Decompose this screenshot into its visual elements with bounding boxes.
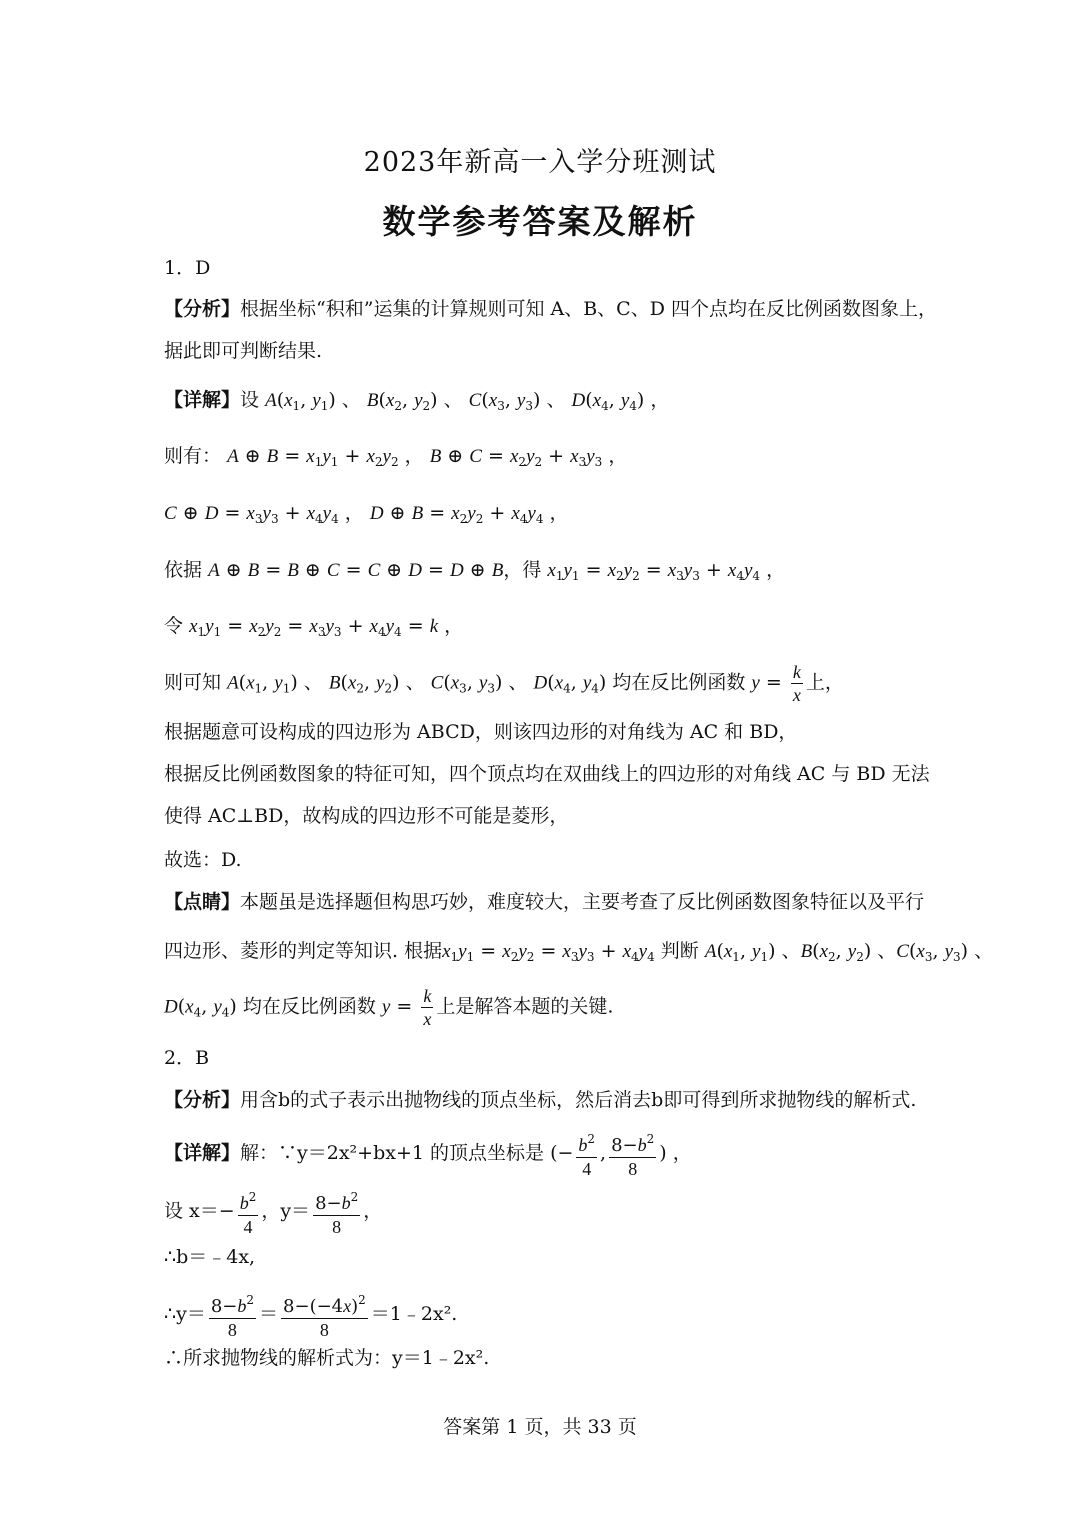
q1-answer: 1．D <box>164 257 211 279</box>
q1-detail-line: 【详解】设 $A(x_1$, $y_1$) 、 $B(x_2$, $y_2$) 、 $C(x_3$, $y_3$) 、 $D(x_4$, $y_4$) ， <box>164 389 670 413</box>
get-label: ，得 <box>503 559 542 581</box>
doc-subtitle: 数学参考答案及解析 <box>382 202 698 241</box>
q1-analysis-line1 <box>164 295 937 323</box>
q1-para-4: 故选：D. <box>164 849 242 871</box>
q2-detail-tag: 【详解】 <box>164 1142 241 1164</box>
q1-formula-5: 则可知 $A(x_1$, $y_1$) 、 $B(x_2$, $y_2$) 、 $C(x_3$, $y_3$) 、 $D(x_4$, $y_4$) 均在反比例函数 y = $\frac{k}{x}$ 上， <box>164 662 844 705</box>
know-label: 则可知 <box>164 671 222 694</box>
q2-set-line: 设 x＝− $\frac{b^2}{4}$ ，y＝ $\frac{8-b^2}{8}$ ， <box>164 1186 924 1238</box>
then-label: 则有： <box>164 445 222 467</box>
page-footer: 答案第 1 页，共 33 页 <box>443 1416 637 1438</box>
q1-formula-1: 则有： A ⊕ $B = x_1y_1 + x_2y_2$ ， B ⊕ $C = x_2y_2 + x_3y_3$ ， <box>164 445 628 469</box>
fraction-8-b2-over-8: $\frac{8-b^2}{8}$ <box>609 1128 656 1180</box>
q1-point-line1 <box>164 888 924 916</box>
q2-set-label: 设 x＝ <box>164 1200 219 1222</box>
q1-formula-4: 令 $x_1y_1 = x_2y_2 = x_3y_3 + x_4y_4 = k$ ， <box>164 615 464 639</box>
fraction-y-2: $\frac{8-(-4x)^2}{8}$ <box>281 1289 368 1341</box>
fraction-b2-over-4: $\frac{b^2}{4}$ <box>576 1128 597 1180</box>
q1-para-3: 使得 AC⊥BD，故构成的四边形不可能是菱形， <box>164 805 569 827</box>
point-text-3a: 均在反比例函数 <box>242 995 376 1018</box>
fraction-k-over-x-2: $\frac{k}{x}$ <box>423 986 432 1029</box>
q2-y-line: ∴y＝ $\frac{8-b^2}{8}$ ＝ $\frac{8-(-4x)^2}{8}$ ＝1﹣2x². <box>164 1289 924 1341</box>
fraction-set-y: $\frac{8-b^2}{8}$ <box>313 1186 360 1238</box>
q2-y-end: ＝1﹣2x². <box>370 1303 458 1325</box>
fraction-k-over-x: $\frac{k}{x}$ <box>792 662 801 705</box>
q2-analysis-line <box>164 1086 924 1114</box>
point-tag: 【点睛】 <box>164 891 241 913</box>
q2-y-pre: ∴y＝ <box>164 1303 206 1325</box>
q2-result: ∴所求抛物线的解析式为：y＝1﹣2x². <box>164 1347 490 1369</box>
detail-tag: 【详解】 <box>164 389 241 411</box>
analysis-text: 根据坐标“积和”运集的计算规则可知 A、B、C、D 四个点均在反比例函数图象上， <box>240 298 937 320</box>
q1-formula-2: C ⊕ $D = x_3y_3 + x_4y_4$ ， D ⊕ $B = x_2y_2 + x_4y_4$ ， <box>164 502 569 526</box>
q1-point-line2: 四边形、菱形的判定等知识. 根据$x_1y_1 = x_2y_2 = x_3y_3 + x_4y_4$ 判断 $A(x_1$, $y_1$) 、$B(x_2$, $y_2$) 、$C(x_3$, $y_3$) 、 <box>164 940 994 964</box>
fraction-set-x: $\frac{b^2}{4}$ <box>238 1186 259 1238</box>
fraction-y-1: $\frac{8-b^2}{8}$ <box>209 1289 256 1341</box>
q1-para-1: 根据题意可设构成的四边形为 ABCD，则该四边形的对角线为 AC 和 BD， <box>164 721 798 743</box>
q2-y-eq-label: ，y＝ <box>261 1200 311 1222</box>
point-text-3b: 上是解答本题的关键. <box>436 995 614 1018</box>
on-func-label: 均在反比例函数 <box>612 671 746 694</box>
q2-b-line: ∴b＝﹣4x, <box>164 1246 256 1268</box>
q2-detail-line: 【详解】解：∵y＝2x²+bx+1 的顶点坐标是 (− $\frac{b^2}{4}$ , $\frac{8-b^2}{8}$ ) ， <box>164 1128 924 1180</box>
q1-formula-3: 依据 A ⊕ B = B ⊕ C = C ⊕ D = D ⊕ B，得 $x_1y_1 = x_2y_2 = x_3y_3 + x_4y_4$ ， <box>164 559 786 583</box>
on-end-label: 上， <box>805 671 844 694</box>
q2-answer: 2．B <box>164 1047 210 1069</box>
q2-analysis-text: 用含b的式子表示出抛物线的顶点坐标，然后消去b即可得到所求抛物线的解析式. <box>240 1089 917 1111</box>
q1-para-2: 根据反比例函数图象的特征可知，四个顶点均在双曲线上的四边形的对角线 AC 与 BD 无法 <box>164 763 930 785</box>
detail-set: 设 <box>240 389 260 411</box>
point-text: 本题虽是选择题但构思巧妙，难度较大，主要考查了反比例函数图象特征以及平行 <box>240 891 925 913</box>
q2-analysis-tag: 【分析】 <box>164 1089 241 1111</box>
q2-detail-text: 解：∵y＝2x²+bx+1 的顶点坐标是 <box>240 1142 545 1164</box>
analysis-tag: 【分析】 <box>164 298 241 320</box>
point-text-2a: 四边形、菱形的判定等知识. 根据 <box>164 940 443 962</box>
let-label: 令 <box>164 615 184 637</box>
doc-title: 2023年新高一入学分班测试 <box>363 147 717 178</box>
q1-point-line3: $D(x_4$, $y_4$) 均在反比例函数 y = $\frac{k}{x}$ 上是解答本题的关键. <box>164 986 614 1029</box>
by-label: 依据 <box>164 559 203 581</box>
q1-analysis-line2: 据此即可判断结果. <box>164 340 323 362</box>
point-text-2b: 判断 <box>660 940 699 962</box>
